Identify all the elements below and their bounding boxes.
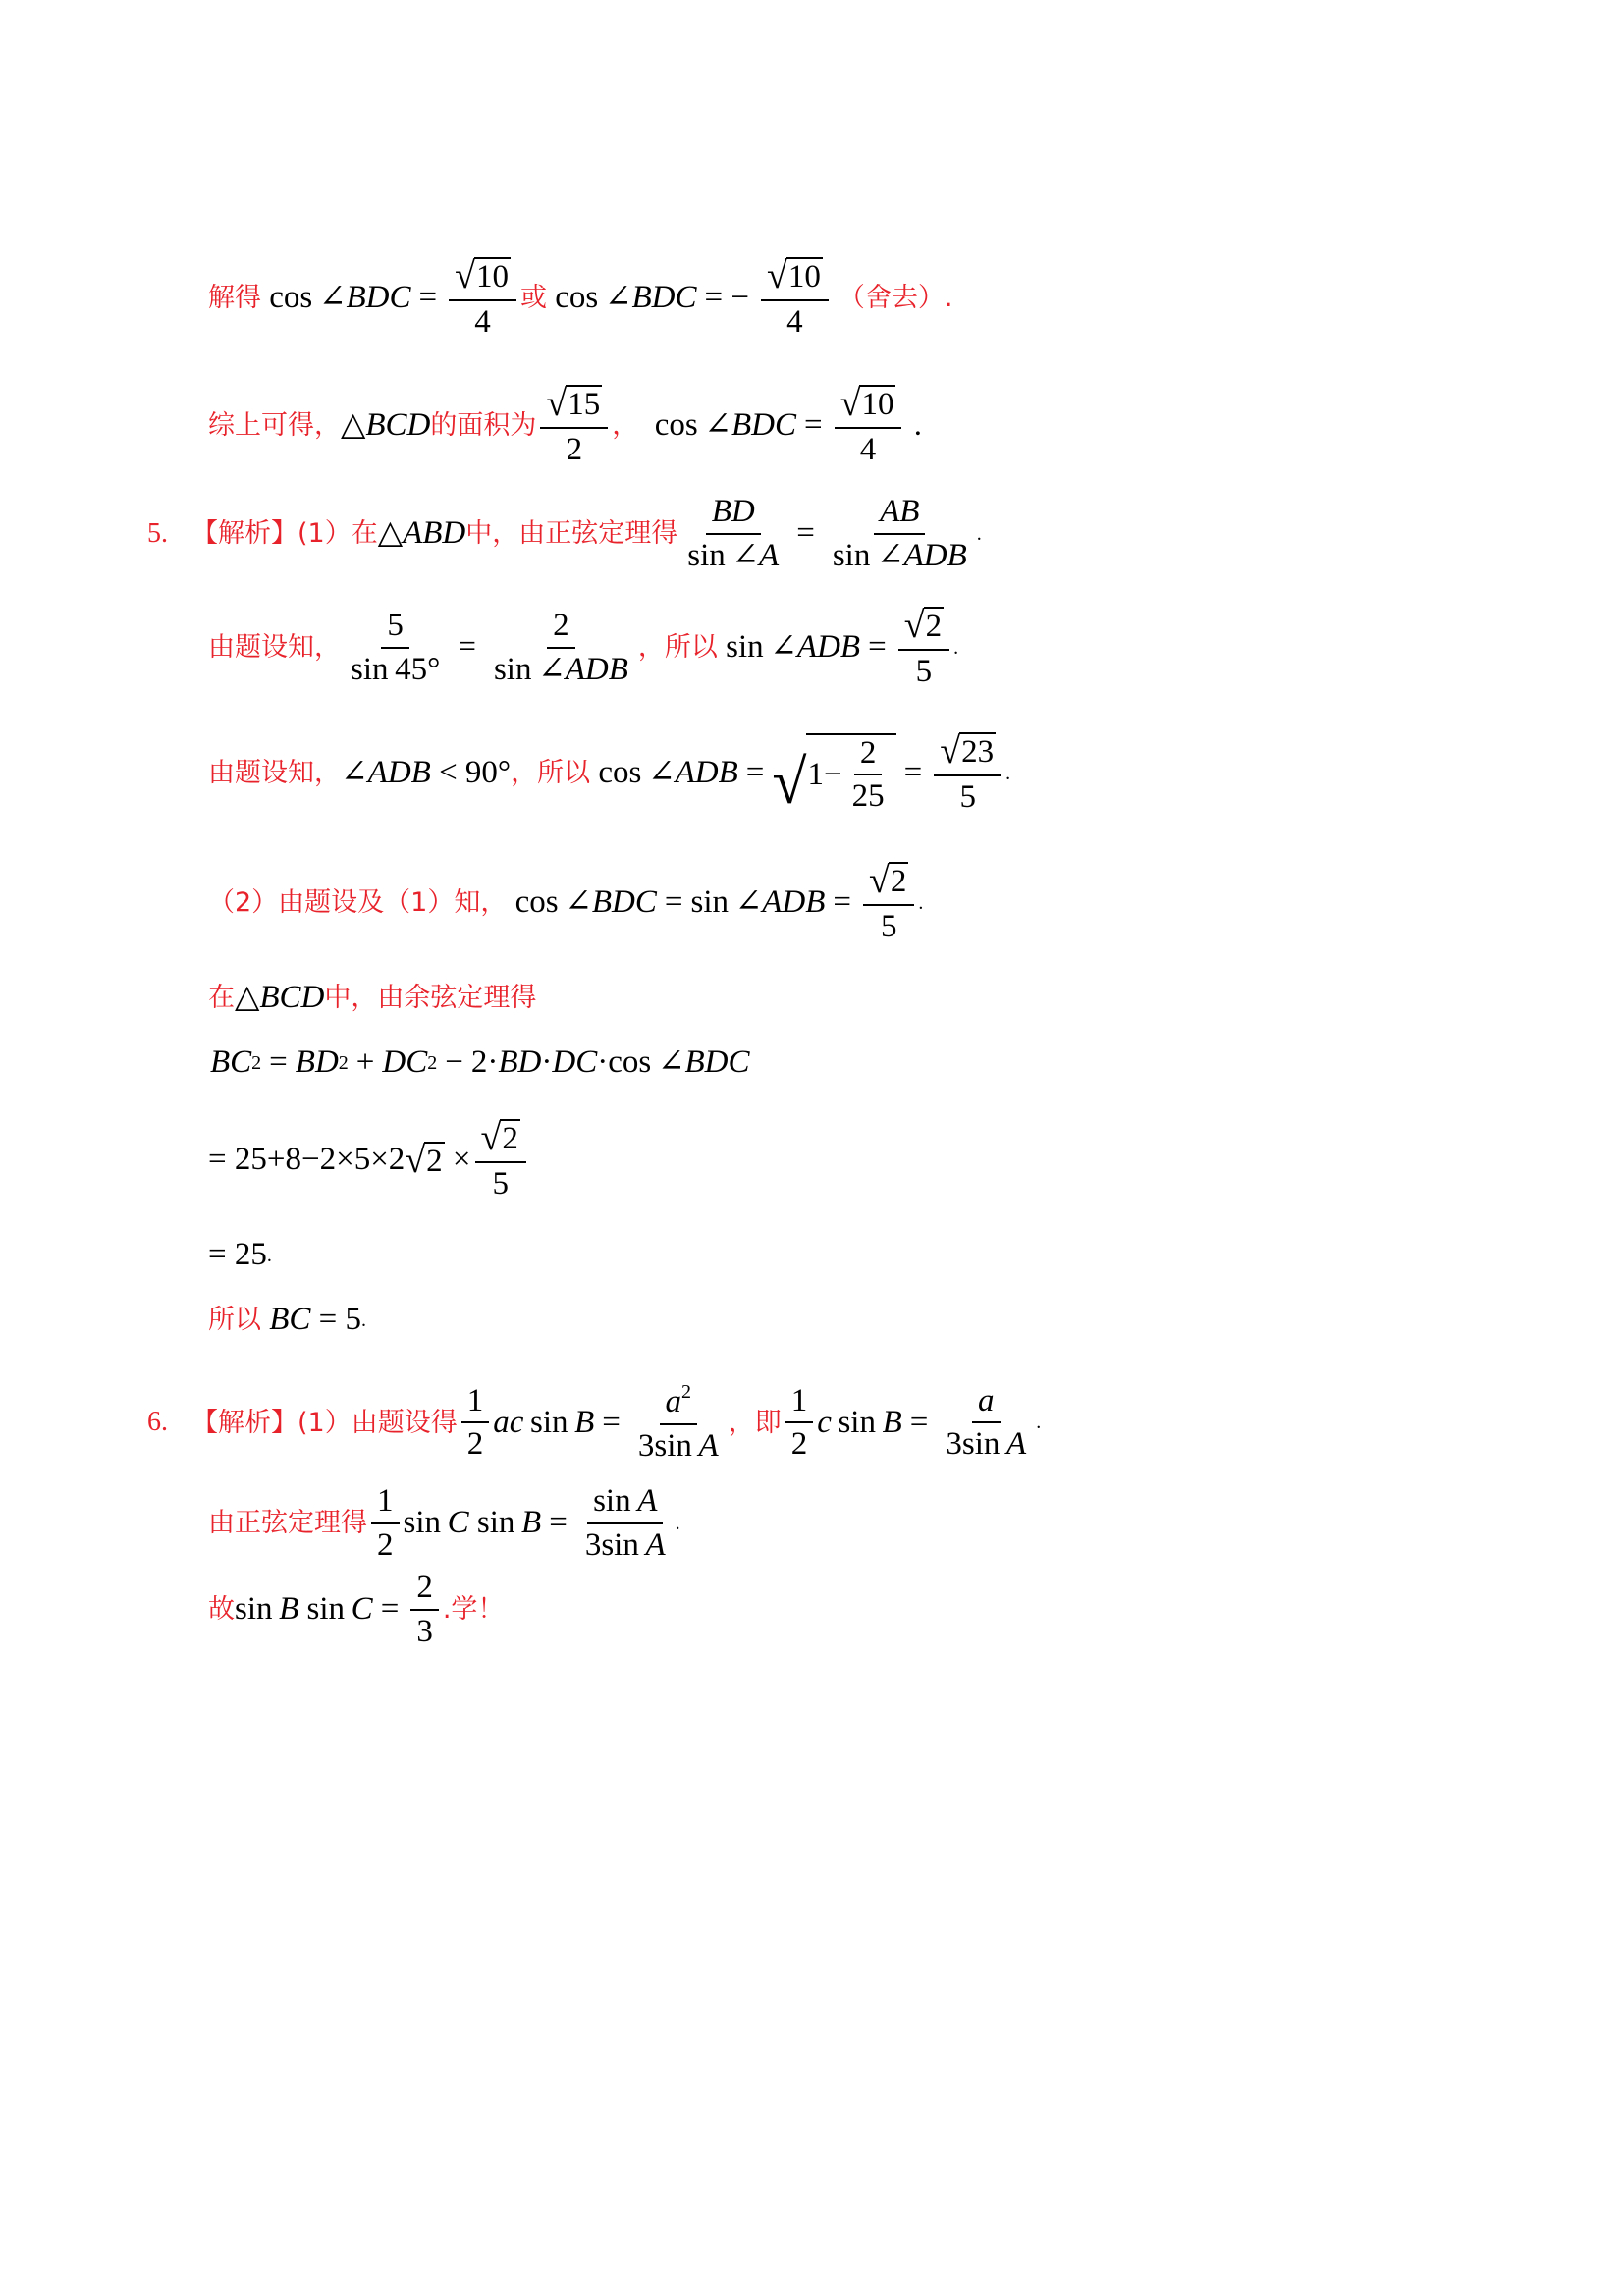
line-cos-bdc-solved: 解得 cos ∠BDC = √ 10 4 或 cos ∠BDC = − √ 10 4 （舍去）. xyxy=(208,255,953,340)
text-area: 的面积为 xyxy=(430,410,537,442)
text-jiede: 解得 xyxy=(208,283,261,314)
line-substitution: = 25+8−2×5×2 √ 2 × √ 2 5 xyxy=(208,1119,530,1201)
line-cos-adb: 由题设知， ∠ADB < 90° ，所以 cos ∠ADB = √ 1− $\frac{2}{25}$ = √ 23 5 . xyxy=(208,730,1011,817)
line-bc-equals-5: 所以 BC = 5 . xyxy=(208,1302,367,1337)
line-final: 故 sin B sin C = $\frac{2}{3}$ .学！ xyxy=(208,1570,505,1649)
line-result-25: = 25 . xyxy=(208,1237,272,1272)
text-summary: 综上可得， xyxy=(208,410,341,442)
line-cosine-law: BC 2 = BD 2 + DC 2 − 2· BD · DC ·cos ∠ BDC xyxy=(210,1044,750,1080)
text-discard: （舍去）. xyxy=(838,283,953,314)
text-or: 或 xyxy=(519,283,547,314)
problem-number-6: 6. xyxy=(147,1407,168,1438)
analysis-label: 【解析】(1）在 xyxy=(191,518,378,550)
formula: cos ∠BDC xyxy=(261,280,411,316)
line-cosine-law-intro: 在 △BCD 中，由余弦定理得 xyxy=(208,980,537,1015)
line-sine-law: 由正弦定理得 $\frac{1}{2}$ sin C sin B = $\frac{\text{sin A}}{\text{3sin A}}$ . xyxy=(208,1483,680,1563)
fraction-sqrt10-over-4: √ 10 4 xyxy=(449,257,516,339)
problem-number-5: 5. xyxy=(147,517,168,549)
line-sin-adb: 由题设知， $\frac{5}{\sin 45^\circ}$ = $\frac{2}{\text{sin ∠ADB}}$ ，所以 sin ∠ADB = √ 2 5 . xyxy=(208,605,959,689)
line-summary: 综上可得， △BCD 的面积为 √ 15 2 ， cos ∠BDC = √ 10 4 . xyxy=(208,383,922,467)
problem-6-header: 6. 【解析】(1）由题设得 $\frac{1}{2}$ ac sin B = $\frac{a^2}{\text{3sin A}}$ ，即 $\frac{1}{2}$ c sin B = $\frac{a}{\text{3sin A}}$ . xyxy=(147,1381,1042,1464)
problem-5-header: 5. 【解析】(1）在 △ABD 中，由正弦定理得 $\frac{BD}{\sin \angle A}$ = $\frac{AB}{\text{sin ∠ADB}}$ . xyxy=(147,494,982,573)
line-part2: （2）由题设及（1）知， cos ∠BDC = sin ∠ADB = √ 2 5 . xyxy=(208,860,924,944)
